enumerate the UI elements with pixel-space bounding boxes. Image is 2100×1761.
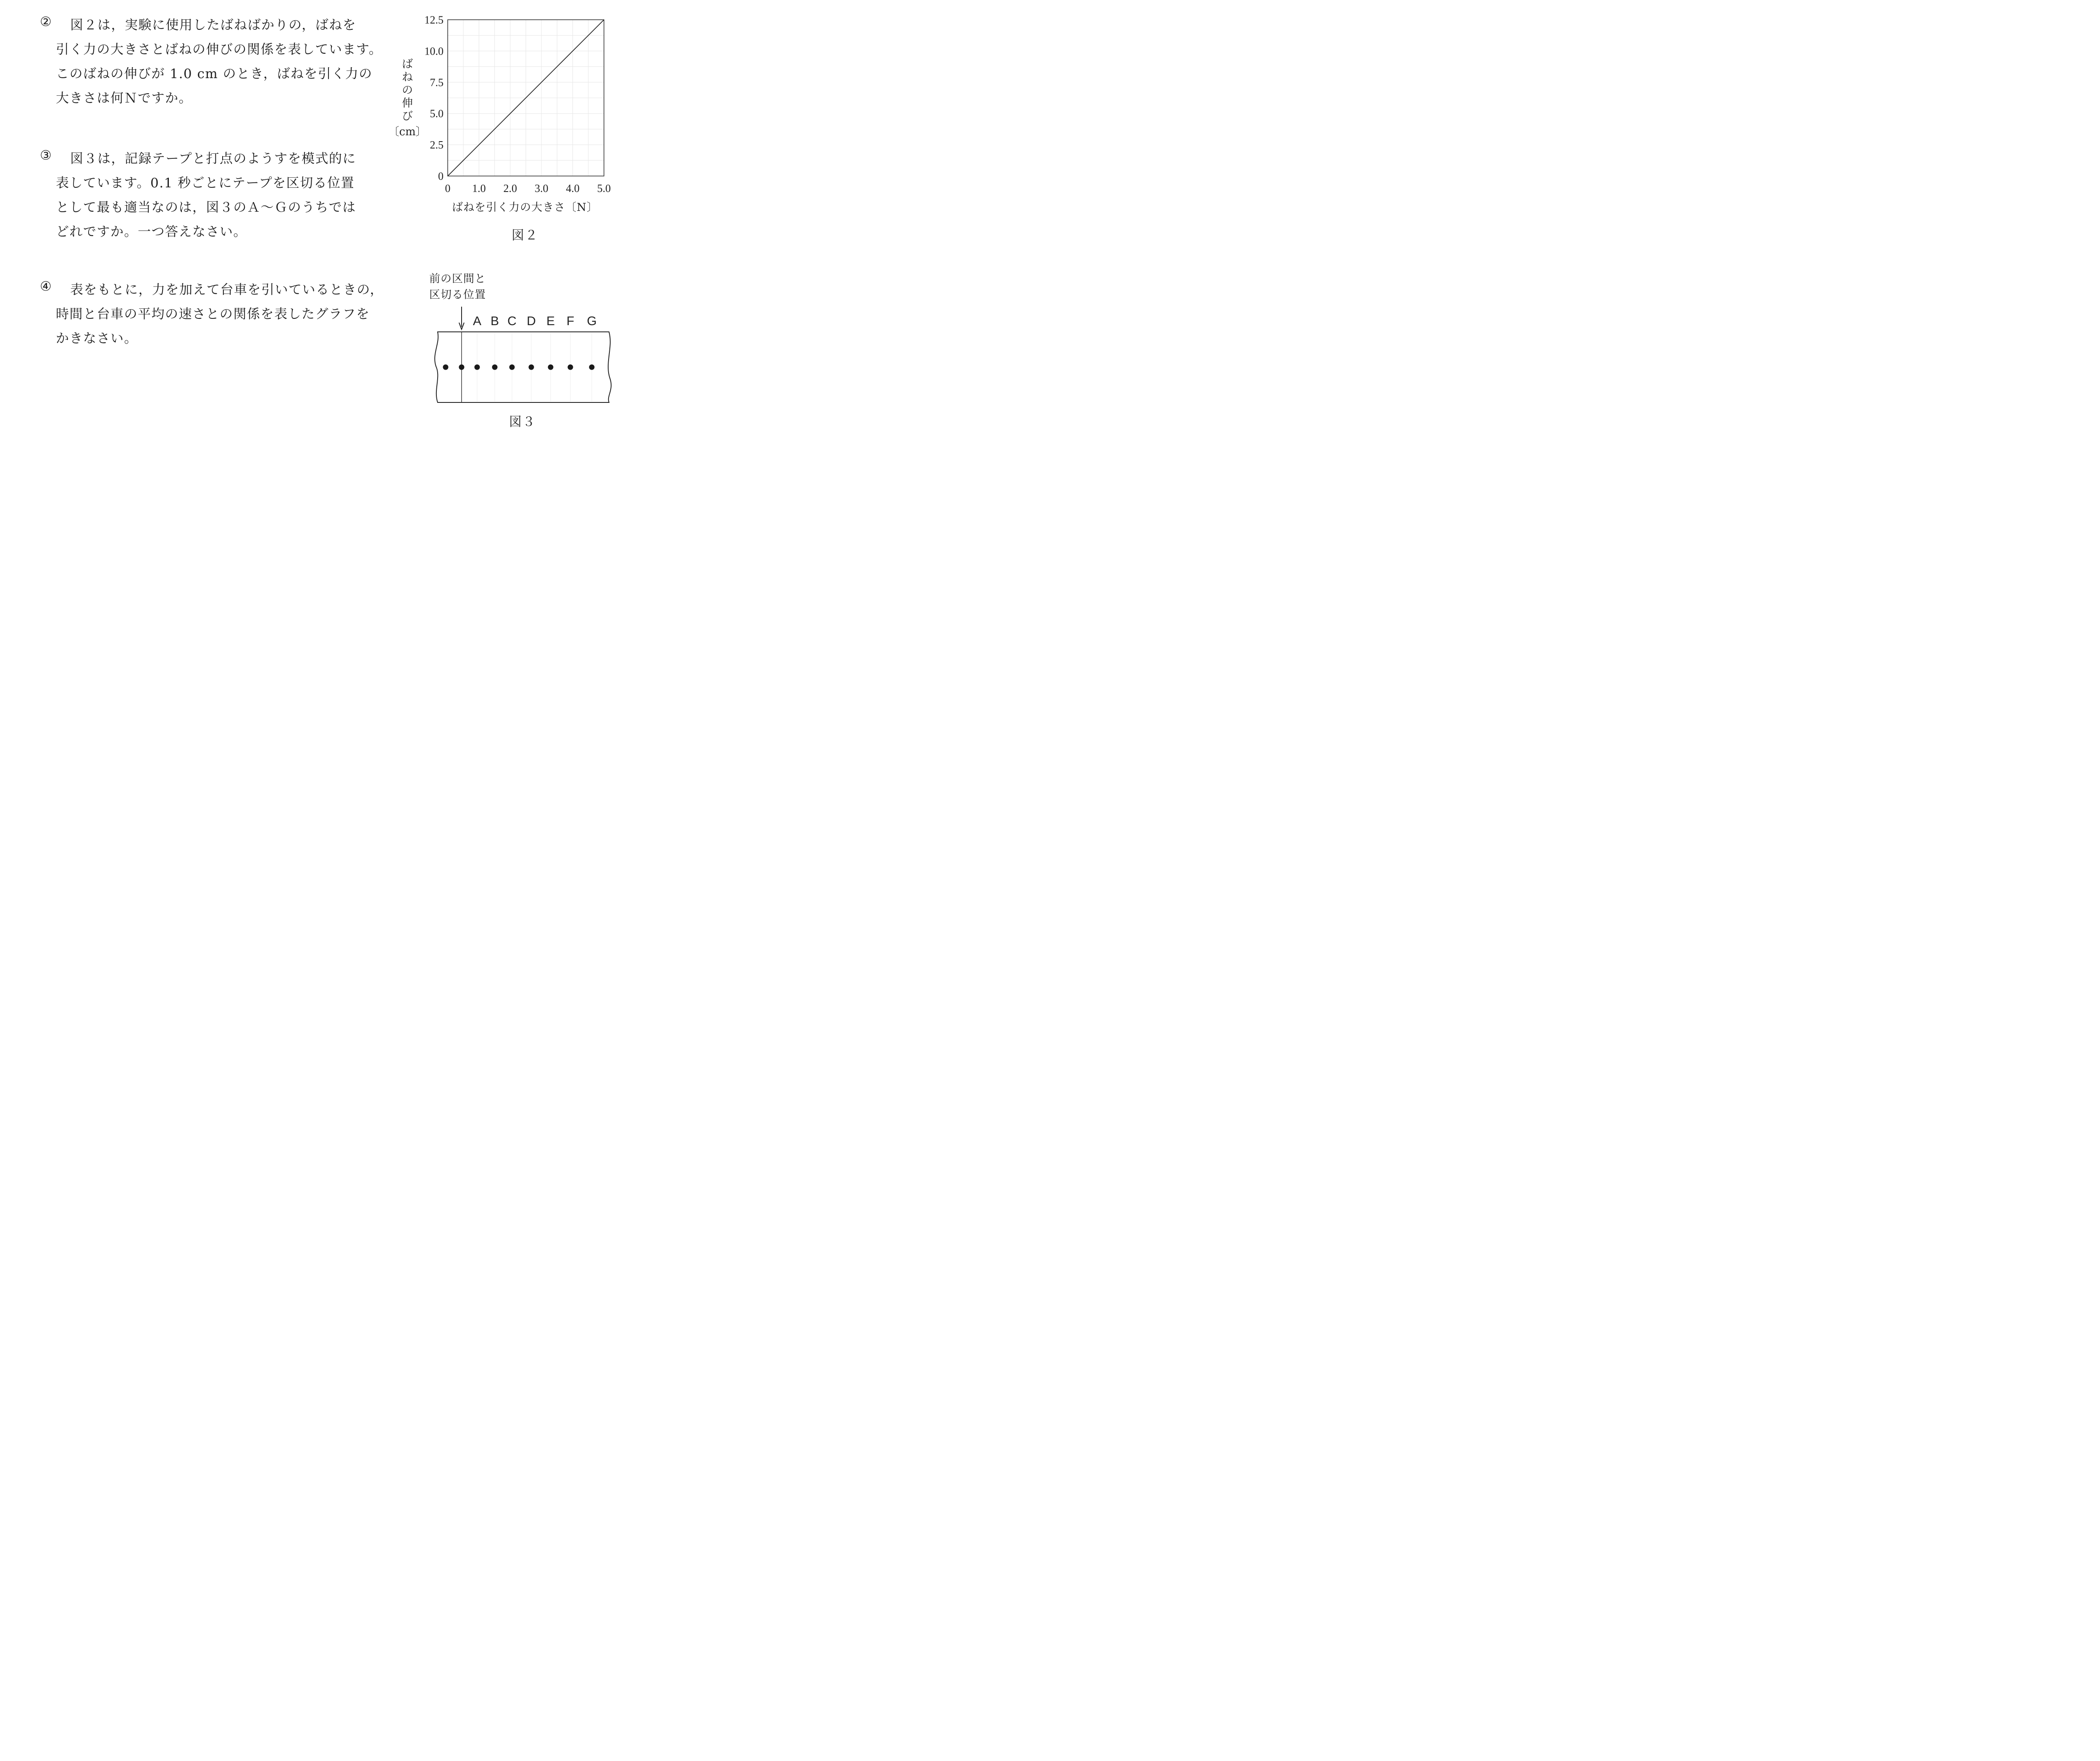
x-tick-label: 4.0 — [566, 182, 580, 194]
question-3-line-2: 表しています。0.1 秒ごとにテープを区切る位置 — [56, 176, 355, 191]
x-tick-label: 0 — [445, 182, 451, 194]
section-letter-c: C — [507, 314, 517, 328]
y-tick-label: 2.5 — [430, 139, 444, 151]
section-letter-e: E — [546, 314, 555, 328]
x-axis-label: ばねを引く力の大きさ〔N〕 — [452, 201, 598, 214]
tape-dot — [568, 365, 573, 370]
question-4-line-3: かきなさい。 — [56, 331, 138, 346]
question-3-first-line — [40, 148, 393, 172]
tape-dot — [443, 365, 449, 370]
figure-2-chart — [386, 8, 622, 244]
tape-dot — [509, 365, 515, 370]
tape-dot — [589, 365, 595, 370]
question-3-number: ③ — [40, 148, 52, 163]
y-axis-label-char-5: び — [402, 110, 413, 123]
question-3 — [40, 148, 393, 245]
y-axis-label — [388, 58, 426, 138]
y-tick-labels — [425, 14, 444, 182]
section-letter-a: A — [472, 314, 482, 328]
tape-dot — [459, 365, 465, 370]
x-tick-labels — [445, 182, 611, 194]
section-letter-f: F — [566, 314, 575, 328]
question-4-first-line — [40, 279, 393, 303]
section-letter-d: D — [527, 314, 536, 328]
question-3-line-1: 図３は，記録テープと打点のようすを模式的に — [70, 151, 356, 166]
question-4-line-2: 時間と台車の平均の速さとの関係を表したグラフを — [56, 307, 370, 322]
y-axis-label-char-1: ば — [402, 58, 413, 71]
tape-dot — [548, 365, 554, 370]
question-4 — [40, 279, 393, 352]
tape-dot — [475, 365, 480, 370]
x-tick-label: 3.0 — [534, 182, 549, 194]
question-2-number: ② — [40, 14, 52, 29]
section-letter-g: G — [587, 314, 597, 328]
figure-3-caption: 図３ — [509, 415, 536, 429]
question-3-line-4: どれですか。一つ答えなさい。 — [56, 224, 247, 239]
tape-label-line-1: 前の区間と — [429, 273, 486, 285]
tape-label-line-2: 区切る位置 — [429, 289, 486, 301]
tape-dot — [529, 365, 534, 370]
figure-3-tape — [428, 264, 622, 440]
y-axis-label-char-3: の — [402, 84, 413, 97]
y-axis-label-unit: 〔cm〕 — [388, 126, 427, 138]
x-tick-label: 2.0 — [503, 182, 517, 194]
y-axis-label-char-2: ね — [402, 71, 413, 84]
question-2 — [40, 14, 393, 112]
question-4-line-1: 表をもとに，力を加えて台車を引いているときの， — [70, 282, 384, 297]
y-tick-label: 10.0 — [424, 45, 444, 58]
question-3-line-3: として最も適当なのは，図３のＡ～Ｇのうちでは — [56, 200, 356, 215]
question-2-line-4: 大きさは何Ｎですか。 — [56, 91, 192, 106]
question-2-line-2: 引く力の大きさとばねの伸びの関係を表しています。 — [56, 42, 383, 57]
y-axis-label-char-4: 伸 — [402, 97, 413, 110]
question-2-line-1: 図２は，実験に使用したばねばかりの，ばねを — [70, 18, 357, 33]
arrow-down-icon — [459, 307, 464, 329]
y-tick-label: 12.5 — [424, 14, 444, 26]
y-tick-label: 7.5 — [430, 76, 444, 89]
question-4-number: ④ — [40, 279, 52, 294]
tape-dot — [492, 365, 498, 370]
question-2-first-line — [40, 14, 393, 39]
x-tick-label: 5.0 — [597, 182, 611, 194]
figure-2-caption: 図２ — [512, 228, 538, 243]
section-letter-b: B — [490, 314, 499, 328]
section-letters — [473, 314, 597, 328]
x-tick-label: 1.0 — [472, 182, 486, 194]
question-2-line-3: このばねの伸びが 1.0 cm のとき，ばねを引く力の — [56, 66, 373, 81]
y-tick-label: 5.0 — [430, 108, 444, 120]
tape-dots — [443, 365, 595, 370]
y-tick-label: 0 — [438, 170, 444, 182]
